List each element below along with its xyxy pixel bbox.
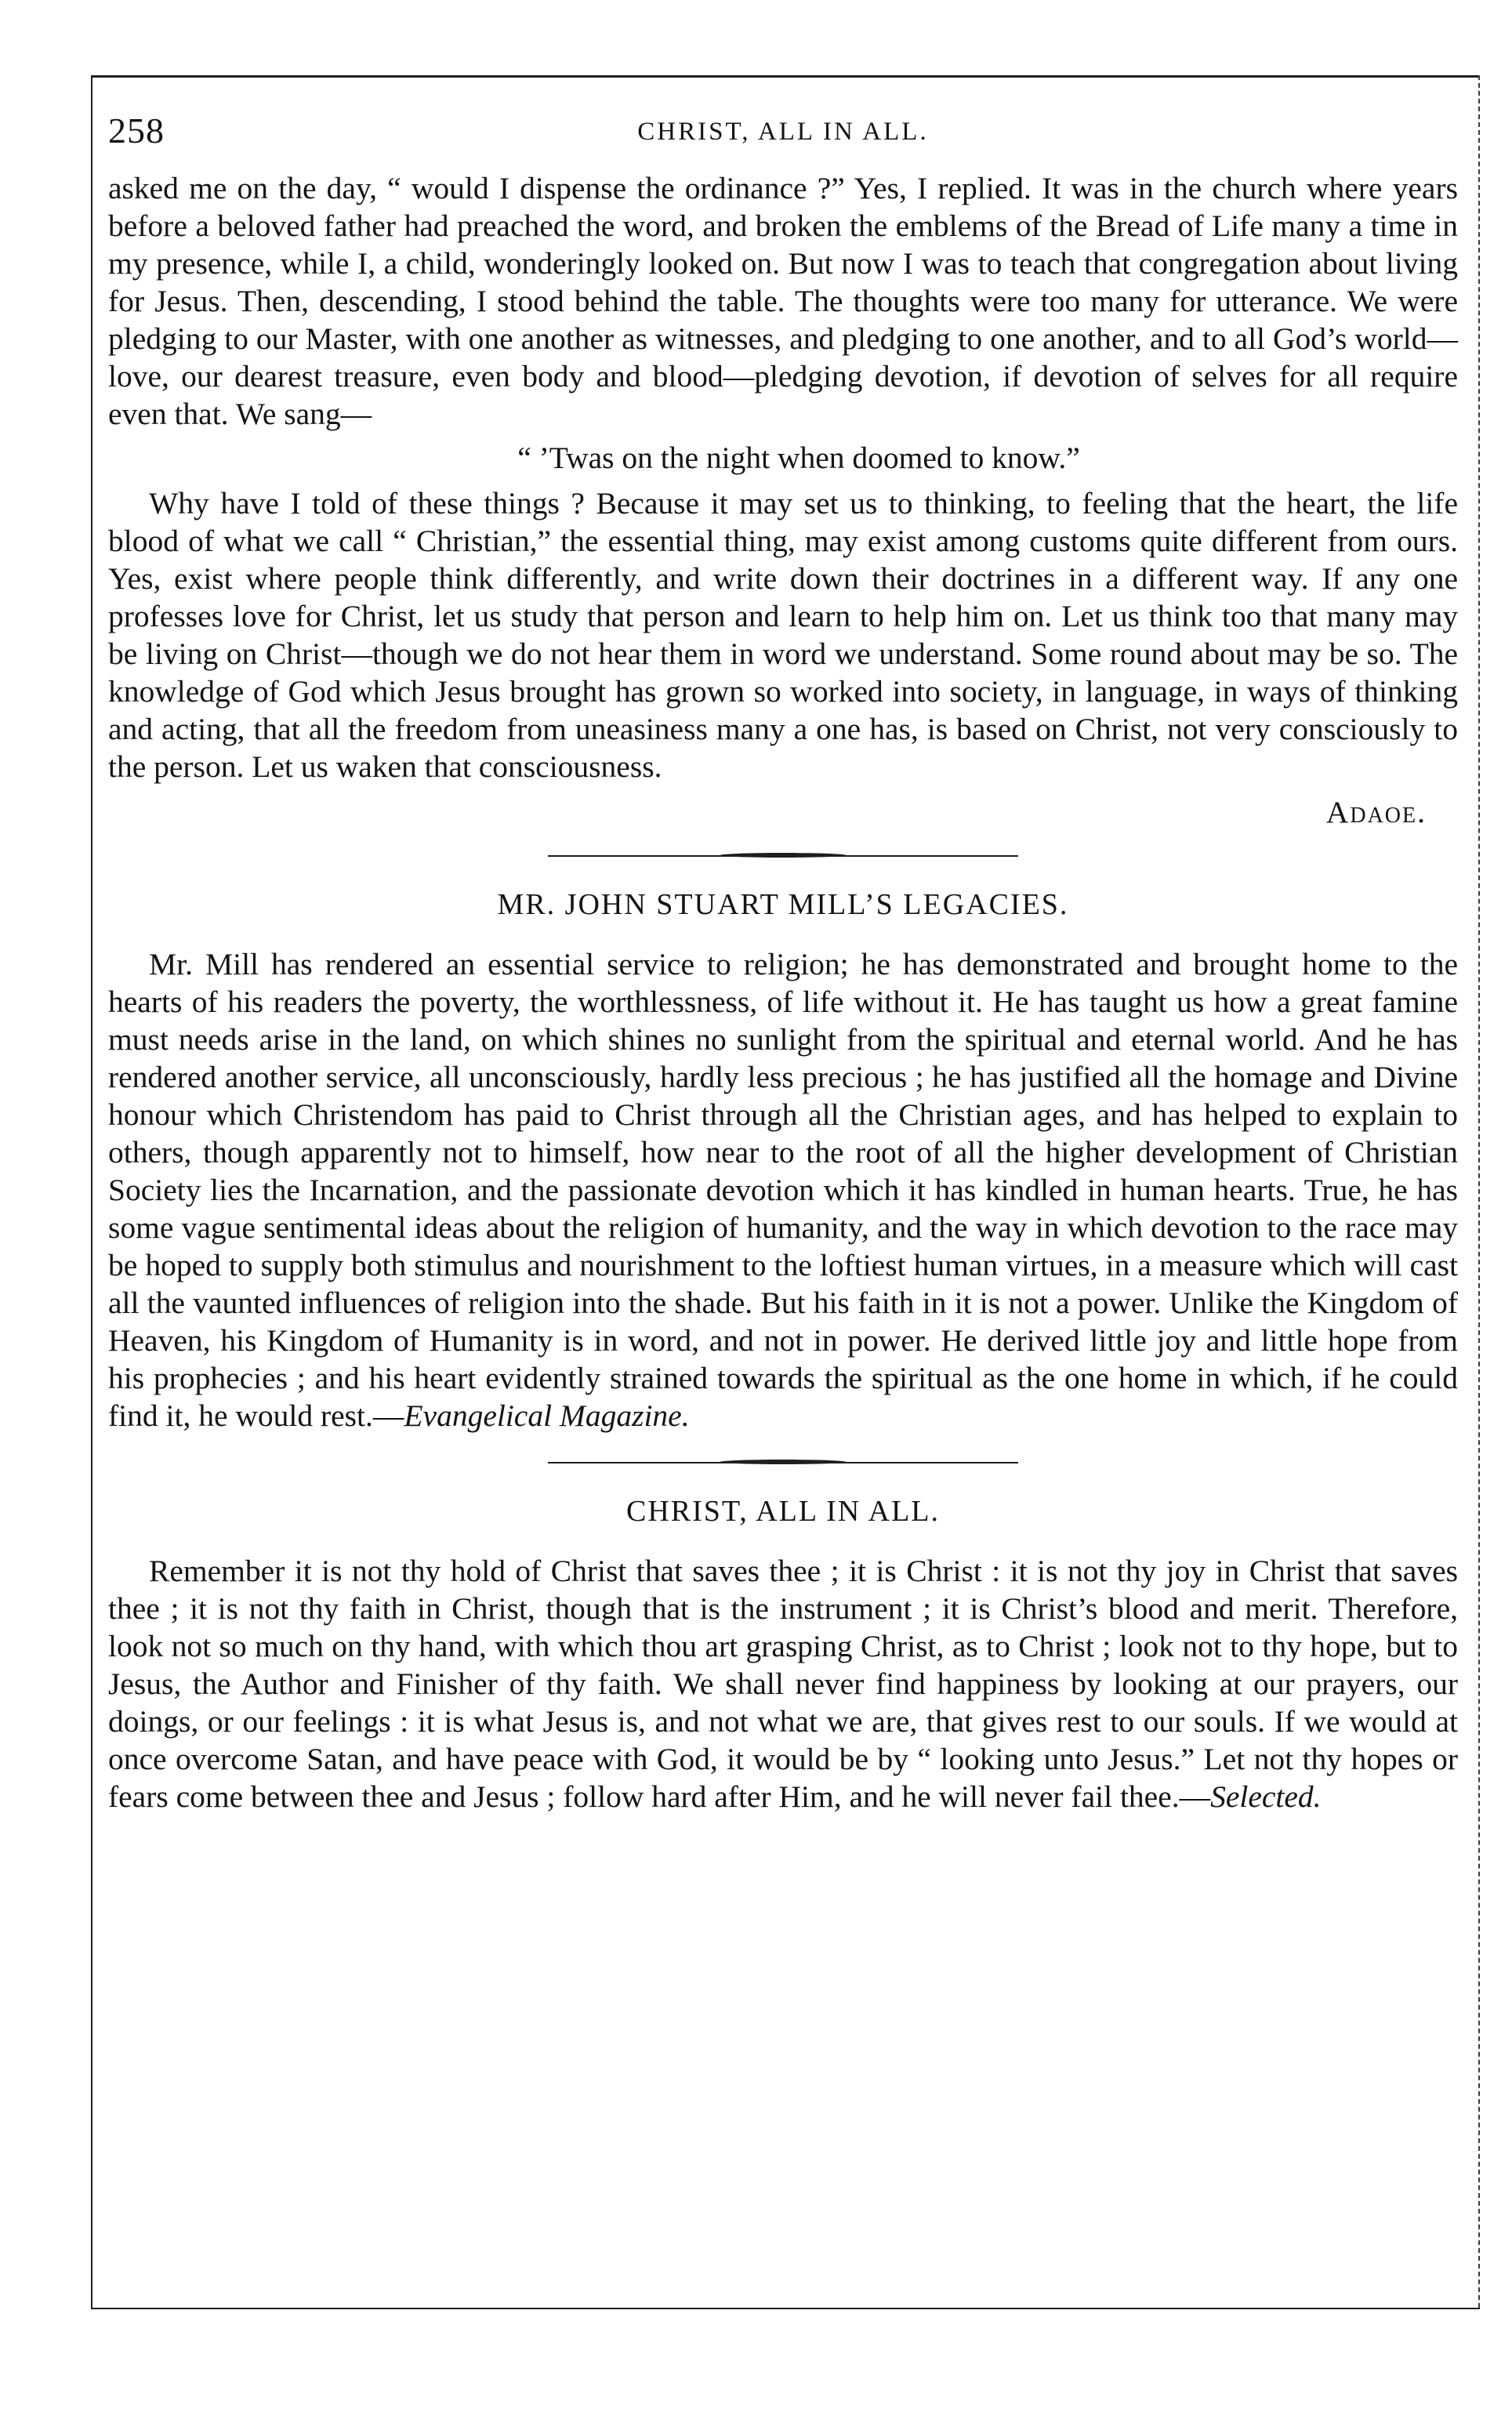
hymn-quotation: “ ’Twas on the night when doomed to know.” — [517, 441, 1080, 475]
page-content — [108, 107, 1458, 1815]
page-frame-right-rule — [1478, 75, 1480, 2308]
page-frame-left-rule — [91, 75, 92, 2308]
running-head — [108, 107, 1458, 169]
source-citation-mill: Evangelical Magazine. — [404, 1398, 690, 1433]
article-heading-mill: MR. JOHN STUART MILL’S LEGACIES. — [497, 888, 1069, 921]
article-paragraph-christ — [108, 1552, 1458, 1815]
article-paragraph-2: Why have I told of these things ? Because it may set us to thinking, to feeling that the heart, the life blood of what we call “ Christian,” the essential thing, may exist among customs quite different from ours. Yes, exist where people think differently, and write down their doctrines in a different way. If any one professes love for Christ, let us study that person and learn to help him on. Let us think too that many may be living on Christ—though we do not hear them in word we understand. Some round about may be so. The knowledge of God which Jesus brought has grown so worked into society, in language, in ways of thinking and acting, that all the freedom from uneasiness many a one has, is based on Christ, not very consciously to the person. Let us waken that consciousness. — [108, 486, 1458, 784]
article-mill-legacies — [108, 887, 1458, 1434]
article-paragraph-mill — [108, 945, 1458, 1434]
section-divider-rule — [548, 1458, 1018, 1467]
page-number: 258 — [108, 111, 165, 151]
article-text-christ: Remember it is not thy hold of Christ that saves thee ; it is Christ : it is not thy joy in Christ that saves thee ; it is not thy faith in Christ, though that is the instrument ; it is Christ’s blood and merit. Therefore, look not so much on thy hand, with which thou art grasping Christ, as to Christ ; look not to thy hope, but to Jesus, the Author and Finisher of thy faith. We shall never find happiness by looking at our prayers, our doings, or our feelings : it is what Jesus is, and not what we are, that gives rest to our souls. If we would at once overcome Satan, and have peace with God, it would be by “ looking unto Jesus.” Let not thy hopes or fears come between thee and Jesus ; follow hard after Him, and he will never fail thee.— — [108, 1554, 1458, 1814]
article-heading-christ: CHRIST, ALL IN ALL. — [625, 1495, 941, 1528]
article-text-mill: Mr. Mill has rendered an essential service to religion; he has demonstrated and brought home to the hearts of his readers the poverty, the worthlessness, of life without it. He has taught us how a great famine must needs arise in the land, on which shines no sunlight from the spiritual and eternal world. And he has rendered another service, all unconsciously, hardly less precious ; he has justified all the homage and Divine honour which Christendom has paid to Christ through all the Christian ages, and has helped to explain to others, though apparently not to himself, how near to the root of all the higher development of Christian Society lies the Incarnation, and the passionate devotion which it has kindled in human hearts. True, he has some vague sentimental ideas about the religion of humanity, and the way in which devotion to the race may be hoped to supply both stimulus and nourishment to the loftiest human virtues, in a measure which will cast all the vaunted influences of religion into the shade. But his faith in it is not a power. Unlike the Kingdom of Heaven, his Kingdom of Humanity is in word, and not in power. He derived little joy and little hope from his prophecies ; and his heart evidently strained towards the spiritual as the one home in which, if he could find it, he would rest.— — [108, 947, 1458, 1433]
section-divider-rule — [548, 851, 1018, 861]
article-continued — [108, 169, 1458, 831]
page-frame-bottom-rule — [91, 2308, 1480, 2309]
article-paragraph-1: asked me on the day, “ would I dispense the ordinance ?” Yes, I replied. It was in the church where years before a beloved father had preached the word, and broken the emblems of the Bread of Life many a time in my presence, while I, a child, wonderingly looked on. But now I was to teach that congregation about living for Jesus. Then, descending, I stood behind the table. The thoughts were too many for utterance. We were pledging to our Master, with one another as witnesses, and pledging to one another, and to all God’s world—love, our dearest treasure, even body and blood—pledging devotion, if devotion of selves for all require even that. We sang— — [108, 171, 1458, 431]
source-citation-christ: Selected. — [1210, 1779, 1322, 1814]
article-christ-all-in-all — [108, 1494, 1458, 1815]
author-signature: Adaoe. — [1325, 795, 1427, 829]
page-frame-top-rule — [92, 75, 1478, 78]
running-title: CHRIST, ALL IN ALL. — [637, 118, 929, 146]
